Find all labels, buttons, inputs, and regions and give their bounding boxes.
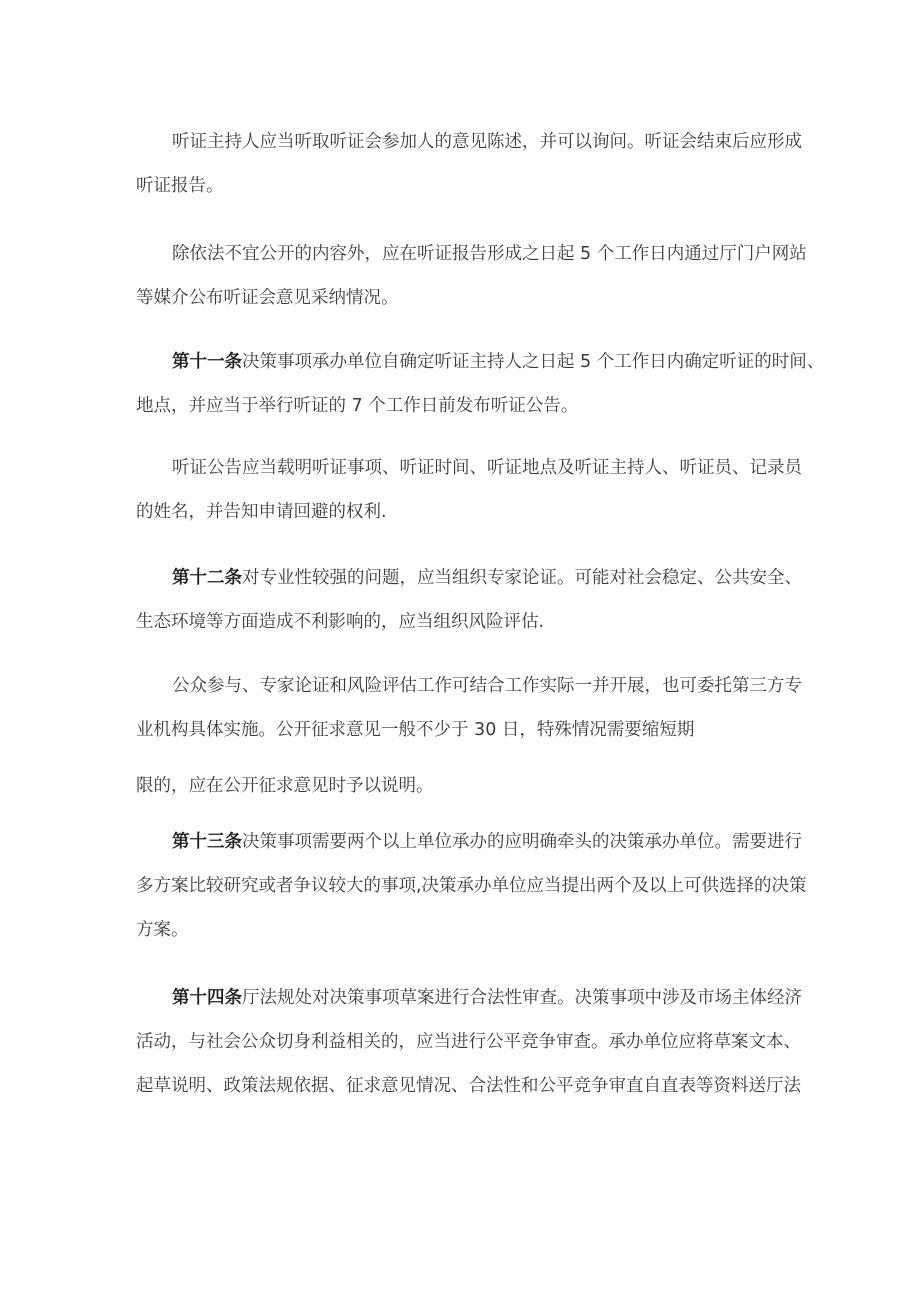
article-number: 第十一条	[172, 352, 242, 372]
text-line: 限的，应在公开征求意见时予以说明。	[136, 776, 434, 796]
paragraph	[136, 446, 804, 534]
text-line	[136, 340, 825, 384]
text-line: 等媒介公布听证会意见采纳情况。	[136, 288, 399, 308]
text-line	[136, 976, 804, 1020]
article-text: 决策事项承办单位自确定听证主持人之日起 5 个工作日内确定听证的时间、	[242, 352, 825, 372]
paragraph	[136, 664, 804, 752]
text-line: 多方案比较研究或者争议较大的事项,决策承办单位应当提出两个及以上可供选择的决策	[136, 876, 807, 896]
text-line: 的姓名，并告知申请回避的权利.	[136, 502, 387, 522]
article-text: 厅法规处对决策事项草案进行合法性审查。决策事项中涉及市场主体经济	[242, 988, 802, 1008]
text-line: 公众参与、专家论证和风险评估工作可结合工作实际一并开展，也可委托第三方专	[172, 676, 802, 696]
text-line: 听证公告应当载明听证事项、听证时间、听证地点及听证主持人、听证员、记录员	[172, 458, 802, 478]
text-line: 听证主持人应当听取听证会参加人的意见陈述，并可以询问。听证会结束后应形成	[172, 132, 802, 152]
paragraph	[136, 764, 804, 808]
text-line	[136, 820, 804, 864]
paragraph	[136, 120, 804, 208]
text-line: 听证报告。	[136, 176, 224, 196]
text-line: 业机构具体实施。公开征求意见一般不少于 30 日，特殊情况需要缩短期	[136, 720, 695, 740]
text-line: 除依法不宜公开的内容外，应在听证报告形成之日起 5 个工作日内通过厅门户网站	[172, 244, 807, 264]
article-number: 第十四条	[172, 988, 242, 1008]
article-number: 第十二条	[172, 568, 242, 588]
article-paragraph	[136, 556, 804, 644]
article-paragraph	[136, 820, 807, 952]
text-line: 方案。	[136, 920, 189, 940]
article-paragraph	[136, 976, 804, 1108]
text-line: 生态环境等方面造成不利影响的，应当组织风险评估.	[136, 612, 545, 632]
article-text: 决策事项需要两个以上单位承办的应明确牵头的决策承办单位。需要进行	[242, 832, 802, 852]
text-line: 起草说明、政策法规依据、征求意见情况、合法性和公平竞争审直自直表等资料送厅法	[136, 1076, 801, 1096]
article-number: 第十三条	[172, 832, 242, 852]
article-paragraph	[136, 340, 825, 428]
text-line	[136, 556, 804, 600]
text-line: 活动，与社会公众切身利益相关的，应当进行公平竞争审查。承办单位应将草案文本、	[136, 1032, 801, 1052]
article-text: 对专业性较强的问题，应当组织专家论证。可能对社会稳定、公共安全、	[242, 568, 802, 588]
text-line: 地点，并应当于举行听证的 7 个工作日前发布听证公告。	[136, 396, 579, 416]
paragraph	[136, 232, 807, 320]
